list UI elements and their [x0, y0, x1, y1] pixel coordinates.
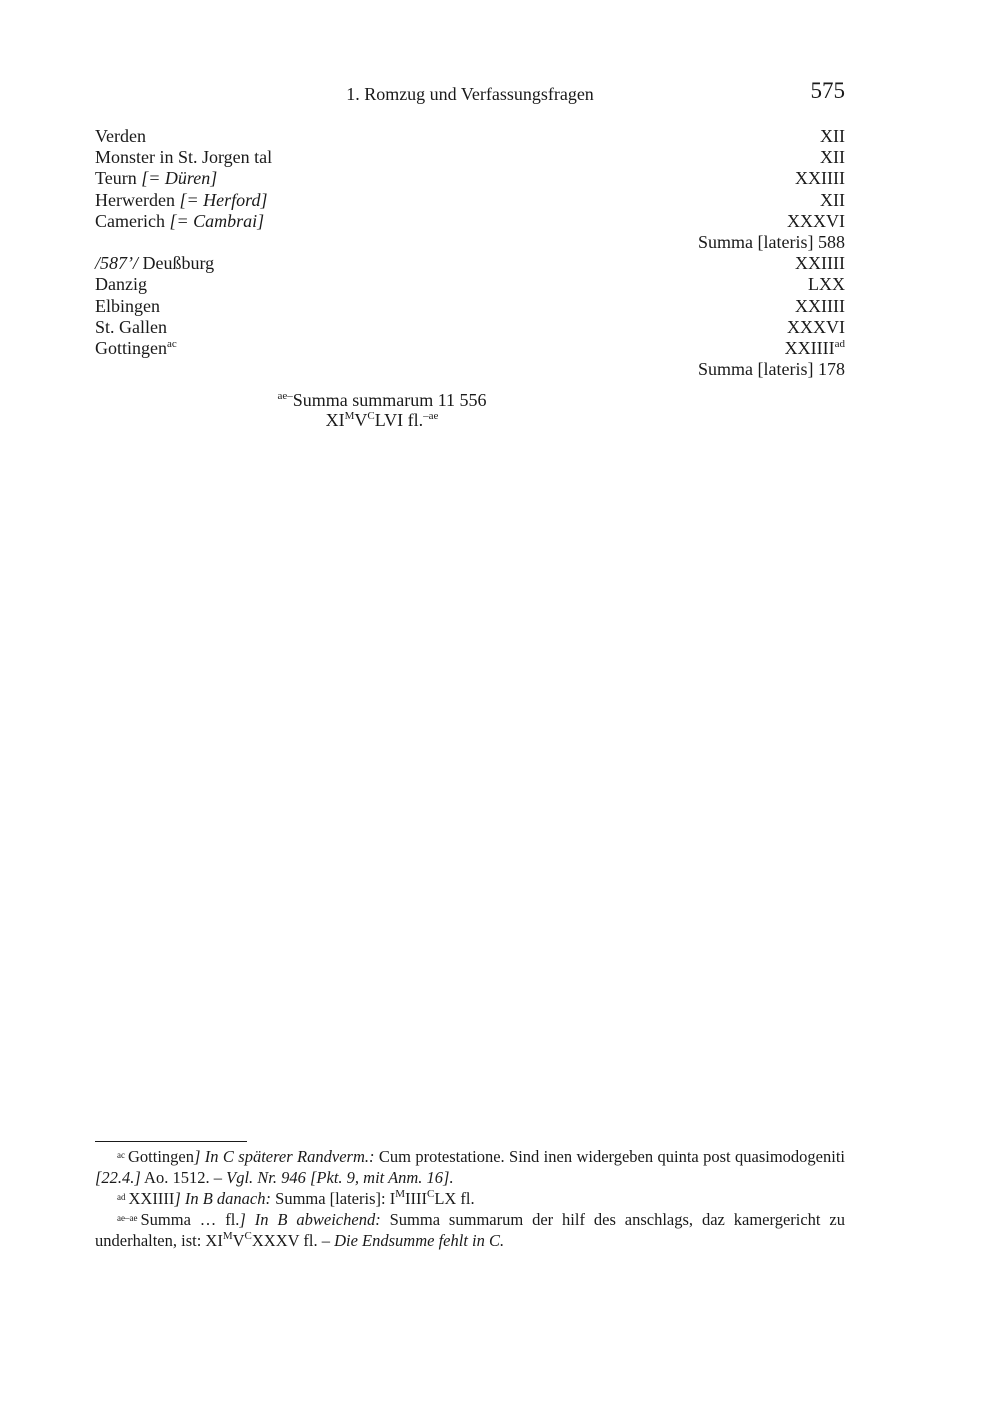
footnote-divider: [95, 1141, 247, 1142]
subtotal-row: [95, 359, 845, 380]
item-name: Deußburg: [142, 253, 215, 274]
footnote-mark: ae–ae: [117, 1213, 138, 1223]
footnote-ref[interactable]: –ae: [423, 410, 439, 422]
running-title: 1. Romzug und Verfassungsfragen: [346, 84, 594, 104]
item-name: St. Gallen: [95, 316, 167, 337]
footnote-ad: $^{ad}$ XXIIII] In B danach: Summa [lateris]: $I^MIIII^CLX$ fl.: [117, 1188, 475, 1208]
editorial-note: [= Cambrai]: [169, 210, 265, 231]
item-value: LXX: [808, 274, 845, 295]
footnote-ref[interactable]: ac: [167, 338, 177, 351]
item-name: Danzig: [95, 274, 147, 295]
editorial-note: [= Herford]: [179, 189, 268, 210]
list-item: [95, 147, 845, 168]
list-item: [95, 190, 845, 211]
footnote-ref[interactable]: ae–: [277, 390, 293, 402]
item-value: XXIIII: [795, 295, 845, 316]
footnote-ae: $^{ae-ae}$ Summa … fl.] In B abweichend: Summa summarum der hilf des anschlags, daz kamergericht zu underhalten, ist: $XI^MV^CXXXV$ fl. – Die Endsumme fehlt in C.: [95, 1210, 845, 1250]
page-header: [95, 78, 845, 108]
list-item: [95, 168, 845, 189]
list-item: [95, 126, 845, 147]
item-name: Elbingen: [95, 295, 160, 316]
item-value: XII: [820, 189, 845, 210]
item-value: XII: [820, 126, 845, 146]
list-item: [95, 253, 845, 274]
list-item: [95, 296, 845, 317]
subtotal: Summa [lateris] 178: [698, 359, 845, 380]
list-item: [95, 317, 845, 338]
grand-total-roman: $XI^MV^CLVI$ fl.$^{-ae}$: [325, 410, 439, 430]
item-name: Camerich: [95, 210, 165, 231]
editorial-note: [= Düren]: [141, 168, 218, 189]
grand-total: [7, 390, 757, 430]
list-item: [95, 211, 845, 232]
document-page: [95, 78, 845, 1378]
item-name: Verden: [95, 126, 146, 146]
item-value: XXIIII: [795, 253, 845, 274]
list-item: [95, 274, 845, 295]
page-number: 575: [810, 78, 845, 103]
item-value: XXXVI: [787, 316, 845, 337]
item-name: Herwerden: [95, 189, 175, 210]
footnote-ref[interactable]: ad: [834, 338, 845, 351]
subtotal-row: [95, 232, 845, 253]
item-value: XXXVI: [787, 210, 845, 231]
item-value: XXIIII: [784, 338, 835, 359]
grand-total-arabic: Summa summarum 11 556: [292, 390, 487, 410]
list-item: [95, 338, 845, 359]
footnotes: [95, 1146, 845, 1251]
item-name: Teurn: [95, 168, 137, 189]
subtotal: Summa [lateris] 588: [698, 232, 845, 253]
page-marker: /587’/: [95, 253, 138, 274]
footnote-mark: ac: [117, 1150, 125, 1160]
footnote-ac: $^{ac}$ Gottingen] In C späterer Randverm.: Cum protestatione. Sind inen widergeben quinta post quasimodogeniti [22.4.] Ao. 1512. – Vgl. Nr. 946 [Pkt. 9, mit Anm. 16].: [95, 1147, 845, 1187]
contribution-list: [95, 126, 845, 380]
footnote-mark: ad: [117, 1192, 126, 1202]
item-name: Gottingen: [95, 338, 167, 359]
item-value: XXIIII: [795, 168, 845, 189]
item-value: XII: [820, 147, 845, 168]
item-name: Monster in St. Jorgen tal: [95, 147, 273, 168]
